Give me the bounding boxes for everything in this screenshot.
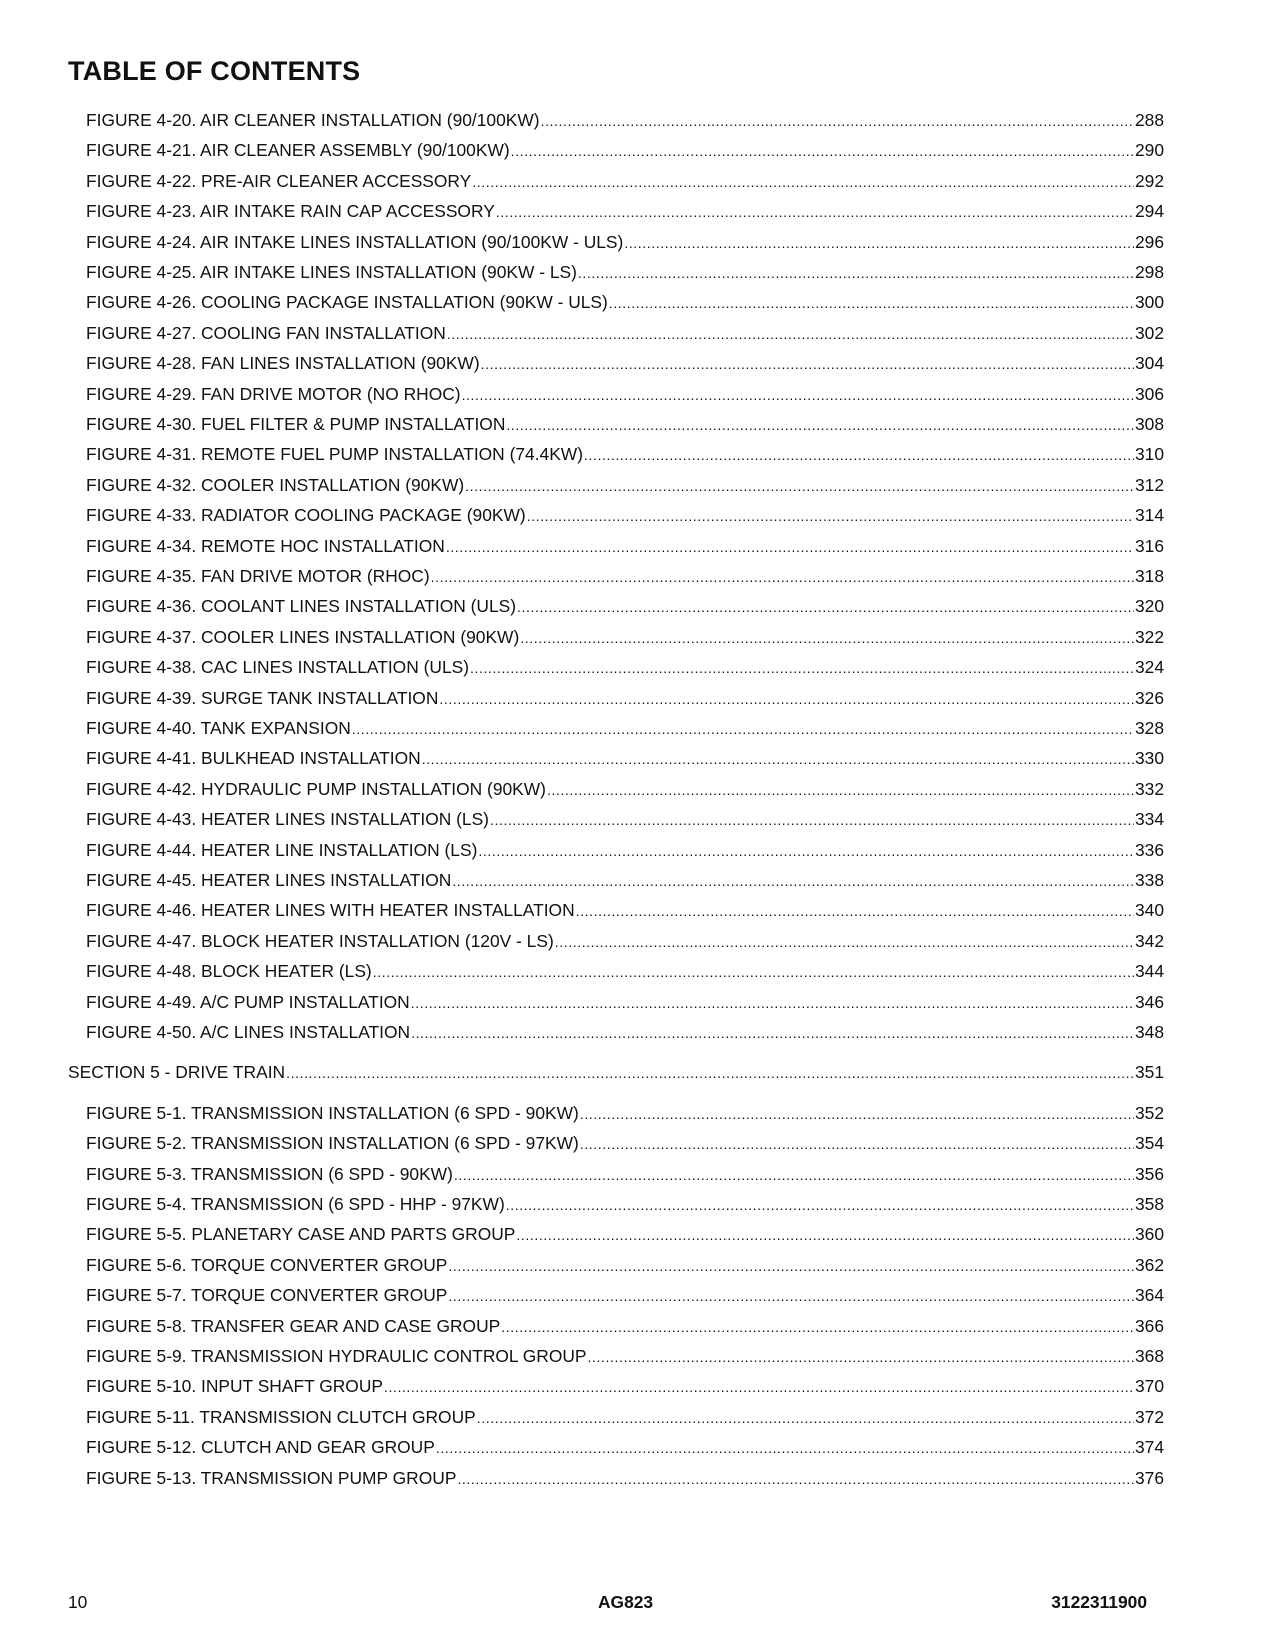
toc-entry-page-number: 376: [1134, 1467, 1164, 1488]
dot-leader: [555, 929, 1134, 954]
toc-entry-page-number: 374: [1134, 1437, 1164, 1458]
toc-entry-label: FIGURE 4-22. PRE-AIR CLEANER ACCESSORY: [86, 170, 472, 191]
toc-entry-label: FIGURE 4-38. CAC LINES INSTALLATION (ULS): [86, 657, 470, 678]
toc-entry-page-number: 366: [1134, 1315, 1164, 1336]
toc-entry-page-number: 334: [1134, 809, 1164, 830]
toc-entry-label: FIGURE 5-5. PLANETARY CASE AND PARTS GROUP: [86, 1224, 516, 1245]
toc-entry-label: FIGURE 4-25. AIR INTAKE LINES INSTALLATION (90KW - LS): [86, 262, 577, 282]
toc-entry-label: FIGURE 5-2. TRANSMISSION INSTALLATION (6 SPD - 97KW): [86, 1133, 579, 1154]
toc-entry-page-number: 330: [1134, 748, 1164, 769]
toc-figure-entry[interactable]: [86, 838, 1164, 862]
toc-figure-entry[interactable]: [86, 929, 1164, 953]
toc-figure-entry[interactable]: [86, 321, 1164, 345]
toc-figure-entry[interactable]: [86, 534, 1164, 558]
toc-entry-label: FIGURE 4-26. COOLING PACKAGE INSTALLATION (90KW - ULS): [86, 292, 608, 313]
dot-leader: [373, 959, 1134, 984]
dot-leader: [520, 625, 1134, 650]
toc-figure-entry[interactable]: [86, 898, 1164, 922]
dot-leader: [578, 260, 1134, 285]
dot-leader: [470, 655, 1134, 680]
toc-entry-label: FIGURE 4-37. COOLER LINES INSTALLATION (90KW): [86, 626, 520, 647]
toc-entry-page-number: 294: [1134, 201, 1164, 222]
toc-figure-entry[interactable]: [86, 412, 1164, 436]
dot-leader: [496, 199, 1134, 224]
toc-figure-entry[interactable]: [86, 351, 1164, 375]
dot-leader: [472, 169, 1134, 194]
toc-entry-label: SECTION 5 - DRIVE TRAIN: [68, 1062, 286, 1083]
toc-entry-label: FIGURE 5-9. TRANSMISSION HYDRAULIC CONTROL GROUP: [86, 1346, 587, 1366]
dot-leader: [506, 1192, 1134, 1217]
toc-entry-page-number: 322: [1134, 626, 1164, 647]
toc-entry-page-number: 358: [1134, 1194, 1164, 1214]
toc-figure-entry[interactable]: [86, 1101, 1164, 1125]
toc-entry-page-number: 308: [1134, 414, 1164, 434]
toc-entry-label: FIGURE 4-48. BLOCK HEATER (LS): [86, 961, 372, 982]
toc-figure-entry[interactable]: [86, 716, 1164, 740]
dot-leader: [431, 564, 1134, 589]
dot-leader: [584, 442, 1134, 467]
toc-figure-entry[interactable]: [86, 382, 1164, 406]
dot-leader: [541, 108, 1134, 133]
toc-figure-entry[interactable]: [86, 1253, 1164, 1277]
dot-leader: [439, 686, 1134, 711]
toc-figure-entry[interactable]: [86, 746, 1164, 770]
toc-figure-entry[interactable]: [86, 655, 1164, 679]
toc-entry-page-number: 340: [1134, 900, 1164, 921]
toc-entry-page-number: 296: [1134, 231, 1164, 252]
dot-leader: [446, 534, 1134, 559]
toc-figure-entry[interactable]: [86, 1131, 1164, 1155]
toc-entry-page-number: 292: [1134, 170, 1164, 191]
toc-entry-label: FIGURE 4-50. A/C LINES INSTALLATION: [86, 1022, 411, 1042]
toc-entry-page-number: 344: [1134, 961, 1164, 982]
toc-entry-page-number: 320: [1134, 596, 1164, 617]
toc-entry-label: FIGURE 4-42. HYDRAULIC PUMP INSTALLATION (90KW): [86, 778, 546, 799]
toc-entry-label: FIGURE 5-11. TRANSMISSION CLUTCH GROUP: [86, 1406, 476, 1427]
dot-leader: [588, 1344, 1134, 1369]
toc-figure-entry[interactable]: [86, 169, 1164, 193]
dot-leader: [384, 1374, 1134, 1399]
dot-leader: [448, 1283, 1134, 1308]
dot-leader: [624, 230, 1134, 255]
toc-figure-entry[interactable]: [86, 1435, 1164, 1459]
toc-entry-page-number: 338: [1134, 870, 1164, 890]
toc-entry-label: FIGURE 4-27. COOLING FAN INSTALLATION: [86, 322, 446, 343]
dot-leader: [452, 868, 1134, 893]
dot-leader: [501, 1314, 1134, 1339]
dot-leader: [580, 1131, 1134, 1156]
dot-leader: [576, 898, 1134, 923]
toc-figure-entry[interactable]: [86, 1162, 1164, 1186]
toc-entry-page-number: 310: [1134, 444, 1164, 465]
toc-figure-entry[interactable]: [86, 290, 1164, 314]
toc-entry-label: FIGURE 5-13. TRANSMISSION PUMP GROUP: [86, 1467, 457, 1488]
toc-entry-label: FIGURE 5-8. TRANSFER GEAR AND CASE GROUP: [86, 1315, 501, 1336]
dot-leader: [547, 777, 1134, 802]
dot-leader: [462, 382, 1134, 407]
toc-entry-label: FIGURE 4-32. COOLER INSTALLATION (90KW): [86, 474, 465, 495]
toc-entry-page-number: 288: [1134, 110, 1164, 130]
toc-entry-page-number: 354: [1134, 1133, 1164, 1154]
dot-leader: [352, 716, 1134, 741]
toc-entry-page-number: 372: [1134, 1406, 1164, 1427]
dot-leader: [286, 1060, 1134, 1085]
toc-figure-entry[interactable]: [86, 959, 1164, 983]
toc-figure-entry[interactable]: [86, 594, 1164, 618]
dot-leader: [457, 1466, 1134, 1491]
dot-leader: [465, 473, 1134, 498]
dot-leader: [447, 321, 1134, 346]
dot-leader: [580, 1101, 1134, 1126]
toc-figure-entry[interactable]: [86, 1222, 1164, 1246]
toc-figure-entry[interactable]: [86, 1344, 1164, 1368]
footer-page-number: 10: [68, 1592, 88, 1612]
toc-entry-label: FIGURE 4-20. AIR CLEANER INSTALLATION (90/100KW): [86, 110, 540, 130]
toc-entry-label: FIGURE 5-12. CLUTCH AND GEAR GROUP: [86, 1437, 435, 1458]
toc-entry-label: FIGURE 4-45. HEATER LINES INSTALLATION: [86, 870, 452, 890]
toc-entry-label: FIGURE 4-43. HEATER LINES INSTALLATION (LS): [86, 809, 489, 830]
dot-leader: [411, 990, 1134, 1015]
toc-figure-entry[interactable]: [86, 990, 1164, 1014]
toc-entry-label: FIGURE 4-29. FAN DRIVE MOTOR (NO RHOC): [86, 383, 461, 404]
toc-figure-entry[interactable]: [86, 108, 1164, 132]
toc-section-entry[interactable]: [68, 1060, 1164, 1084]
dot-leader: [517, 594, 1134, 619]
toc-entry-page-number: 300: [1134, 292, 1164, 313]
toc-figure-entry[interactable]: [86, 473, 1164, 497]
toc-entry-label: FIGURE 4-33. RADIATOR COOLING PACKAGE (90KW): [86, 505, 526, 526]
toc-entry-page-number: 346: [1134, 991, 1164, 1012]
toc-figure-entry[interactable]: [86, 503, 1164, 527]
toc-entry-page-number: 370: [1134, 1376, 1164, 1397]
toc-entry-label: FIGURE 4-23. AIR INTAKE RAIN CAP ACCESSORY: [86, 201, 495, 222]
dot-leader: [481, 351, 1134, 376]
toc-entry-page-number: 302: [1134, 322, 1164, 343]
toc-figure-entry[interactable]: [86, 1405, 1164, 1429]
dot-leader: [454, 1162, 1134, 1187]
toc-figure-entry[interactable]: [86, 625, 1164, 649]
toc-entry-label: FIGURE 4-40. TANK EXPANSION: [86, 718, 351, 738]
toc-entry-page-number: 304: [1134, 353, 1164, 374]
toc-entry-page-number: 314: [1134, 505, 1164, 526]
toc-entry-label: FIGURE 4-24. AIR INTAKE LINES INSTALLATION (90/100KW - ULS): [86, 231, 624, 252]
toc-figure-entry[interactable]: [86, 138, 1164, 162]
toc-entry-page-number: 324: [1134, 657, 1164, 678]
toc-entry-page-number: 328: [1134, 718, 1164, 738]
dot-leader: [511, 138, 1134, 163]
toc-entry-label: FIGURE 5-10. INPUT SHAFT GROUP: [86, 1376, 383, 1397]
toc-figure-entry[interactable]: [86, 868, 1164, 892]
toc-entry-label: FIGURE 4-36. COOLANT LINES INSTALLATION (ULS): [86, 596, 517, 617]
toc-figure-entry[interactable]: [86, 230, 1164, 254]
toc-entry-label: FIGURE 4-44. HEATER LINE INSTALLATION (LS): [86, 839, 478, 860]
toc-entry-page-number: 332: [1134, 778, 1164, 799]
dot-leader: [609, 290, 1134, 315]
toc-figure-entry[interactable]: [86, 1466, 1164, 1490]
toc-entry-label: FIGURE 4-39. SURGE TANK INSTALLATION: [86, 687, 439, 708]
toc-figure-entry[interactable]: [86, 777, 1164, 801]
toc-entry-page-number: 368: [1134, 1346, 1164, 1366]
dot-leader: [516, 1222, 1134, 1247]
dot-leader: [490, 807, 1134, 832]
toc-figure-entry[interactable]: [86, 807, 1164, 831]
toc-entry-label: FIGURE 4-28. FAN LINES INSTALLATION (90KW): [86, 353, 480, 374]
toc-figure-entry[interactable]: [86, 1283, 1164, 1307]
dot-leader: [527, 503, 1134, 528]
toc-entry-page-number: 306: [1134, 383, 1164, 404]
page-title: TABLE OF CONTENTS: [68, 56, 361, 86]
toc-entry-label: FIGURE 5-6. TORQUE CONVERTER GROUP: [86, 1254, 448, 1275]
toc-entry-label: FIGURE 5-1. TRANSMISSION INSTALLATION (6 SPD - 90KW): [86, 1102, 579, 1123]
toc-entry-page-number: 352: [1134, 1102, 1164, 1123]
toc-entry-page-number: 342: [1134, 930, 1164, 951]
toc-entry-label: FIGURE 4-46. HEATER LINES WITH HEATER INSTALLATION: [86, 900, 575, 921]
toc-figure-entry[interactable]: [86, 1020, 1164, 1044]
toc-entry-page-number: 290: [1134, 140, 1164, 161]
toc-entry-page-number: 318: [1134, 566, 1164, 586]
toc-entry-page-number: 362: [1134, 1254, 1164, 1275]
dot-leader: [506, 412, 1134, 437]
toc-figure-entry[interactable]: [86, 442, 1164, 466]
toc-figure-entry[interactable]: [86, 1374, 1164, 1398]
toc-entry-page-number: 312: [1134, 474, 1164, 495]
toc-figure-entry[interactable]: [86, 1314, 1164, 1338]
toc-figure-entry[interactable]: [86, 1192, 1164, 1216]
toc-entry-page-number: 351: [1134, 1062, 1164, 1083]
toc-entry-page-number: 356: [1134, 1163, 1164, 1184]
toc-entry-page-number: 348: [1134, 1022, 1164, 1042]
dot-leader: [448, 1253, 1134, 1278]
toc-figure-entry[interactable]: [86, 686, 1164, 710]
toc-entry-page-number: 360: [1134, 1224, 1164, 1245]
toc-figure-entry[interactable]: [86, 199, 1164, 223]
toc-entry-label: FIGURE 4-41. BULKHEAD INSTALLATION: [86, 748, 421, 769]
toc-entry-label: FIGURE 4-34. REMOTE HOC INSTALLATION: [86, 535, 445, 556]
toc-entry-page-number: 298: [1134, 262, 1164, 282]
toc-entry-page-number: 364: [1134, 1285, 1164, 1306]
toc-entry-label: FIGURE 5-7. TORQUE CONVERTER GROUP: [86, 1285, 448, 1306]
toc-entry-label: FIGURE 4-35. FAN DRIVE MOTOR (RHOC): [86, 566, 430, 586]
toc-figure-entry[interactable]: [86, 260, 1164, 284]
toc-entry-label: FIGURE 5-3. TRANSMISSION (6 SPD - 90KW): [86, 1163, 453, 1184]
toc-entry-label: FIGURE 4-30. FUEL FILTER & PUMP INSTALLATION: [86, 414, 506, 434]
toc-entry-page-number: 326: [1134, 687, 1164, 708]
toc-entry-label: FIGURE 4-47. BLOCK HEATER INSTALLATION (120V - LS): [86, 930, 554, 951]
footer-model: AG823: [598, 1592, 654, 1612]
dot-leader: [478, 838, 1134, 863]
dot-leader: [436, 1435, 1134, 1460]
dot-leader: [422, 746, 1134, 771]
footer-doc-number: 3122311900: [1051, 1592, 1147, 1612]
dot-leader: [477, 1405, 1134, 1430]
dot-leader: [411, 1020, 1134, 1045]
toc-figure-entry[interactable]: [86, 564, 1164, 588]
toc-entry-label: FIGURE 4-21. AIR CLEANER ASSEMBLY (90/100KW): [86, 140, 510, 161]
toc-entry-page-number: 316: [1134, 535, 1164, 556]
toc-entry-label: FIGURE 4-49. A/C PUMP INSTALLATION: [86, 991, 410, 1012]
toc-entry-label: FIGURE 4-31. REMOTE FUEL PUMP INSTALLATION (74.4KW): [86, 444, 584, 465]
toc-entry-page-number: 336: [1134, 839, 1164, 860]
toc-entry-label: FIGURE 5-4. TRANSMISSION (6 SPD - HHP - 97KW): [86, 1194, 505, 1214]
